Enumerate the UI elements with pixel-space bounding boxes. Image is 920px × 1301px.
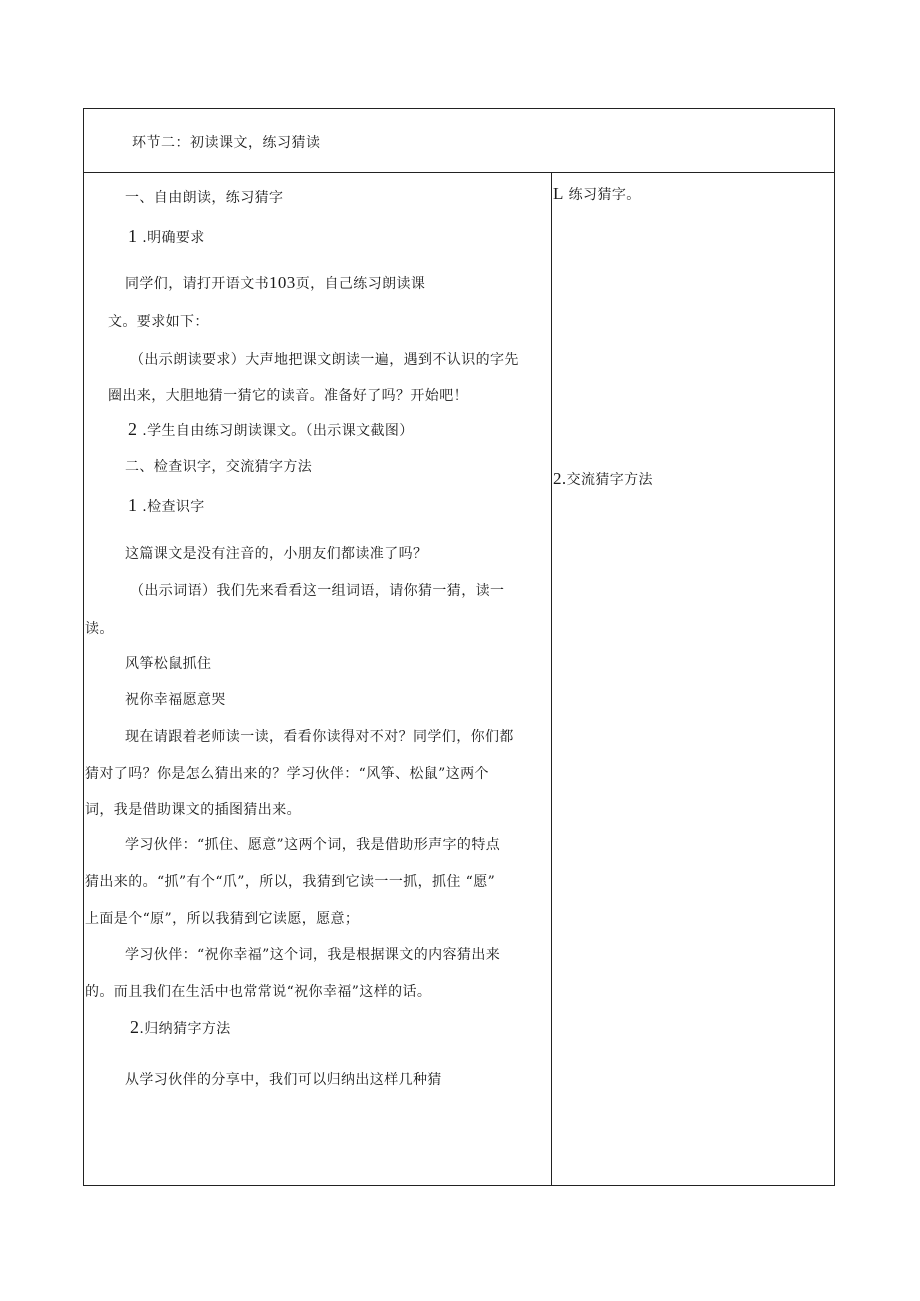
paragraph-reading-requirement-2: 圈出来，大胆地猜一猜它的读音。准备好了吗？开始吧！ — [108, 388, 468, 404]
paragraph-no-pinyin: 这篇课文是没有注音的，小朋友们都读准了吗？ — [125, 546, 428, 562]
step-check-literacy: 1 .检查识字 — [128, 495, 205, 515]
step-summarize-methods: 2.归纳猜字方法 — [130, 1017, 231, 1037]
paragraph-partner-3-2: 的。而且我们在生活中也常常说“祝你幸福”这样的话。 — [85, 984, 432, 1000]
side-note-practice: L 练习猜字。 — [553, 184, 641, 203]
section-title: 环节二：初读课文，练习猜读 — [132, 135, 321, 151]
step-students-read: 2 .学生自由练习朗读课文。（出示课文截图） — [128, 419, 414, 439]
paragraph-reading-requirement-1: （出示朗读要求）大声地把课文朗读一遍，遇到不认识的字先 — [130, 352, 519, 368]
word-group-2: 祝你幸福愿意哭 — [125, 692, 226, 708]
paragraph-show-words-1: （出示词语）我们先来看看这一组词语，请你猜一猜，读一 — [130, 583, 505, 599]
column-divider — [551, 173, 552, 1185]
section-header-row — [84, 109, 834, 173]
paragraph-partner-2-3: 上面是个“原”，所以我猜到它读愿，愿意； — [85, 911, 360, 927]
paragraph-show-words-2: 读。 — [85, 621, 114, 637]
paragraph-summary: 从学习伙伴的分享中，我们可以归纳出这样几种猜 — [125, 1072, 442, 1088]
paragraph-read-along-2: 猜对了吗？你是怎么猜出来的？学习伙伴：“风筝、松鼠”这两个 — [85, 766, 489, 782]
word-group-1: 风筝松鼠抓住 — [125, 656, 212, 672]
paragraph-partner-2-2: 猜出来的。“抓”有个“爪”，所以，我猜到它读一一抓，抓住 “愿” — [85, 874, 496, 890]
step-clarify-requirements: 1 .明确要求 — [128, 226, 205, 246]
heading-free-reading: 一、自由朗读，练习猜字 — [125, 190, 284, 206]
paragraph-partner-3-1: 学习伙伴：“祝你幸福”这个词，我是根据课文的内容猜出来 — [125, 947, 501, 963]
heading-check-literacy: 二、检查识字，交流猜字方法 — [125, 459, 313, 475]
paragraph-open-book: 同学们，请打开语文书103页，自己练习朗读课 — [125, 273, 426, 292]
paragraph-requirements-intro: 文。要求如下： — [108, 314, 209, 330]
paragraph-read-along-3: 词，我是借助课文的插图猜出来。 — [85, 802, 301, 818]
paragraph-partner-2-1: 学习伙伴：“抓住、愿意”这两个词，我是借助形声字的特点 — [125, 837, 501, 853]
paragraph-read-along-1: 现在请跟着老师读一读，看看你读得对不对？同学们，你们都 — [125, 729, 514, 745]
side-note-exchange-methods: 2.交流猜字方法 — [553, 469, 653, 488]
